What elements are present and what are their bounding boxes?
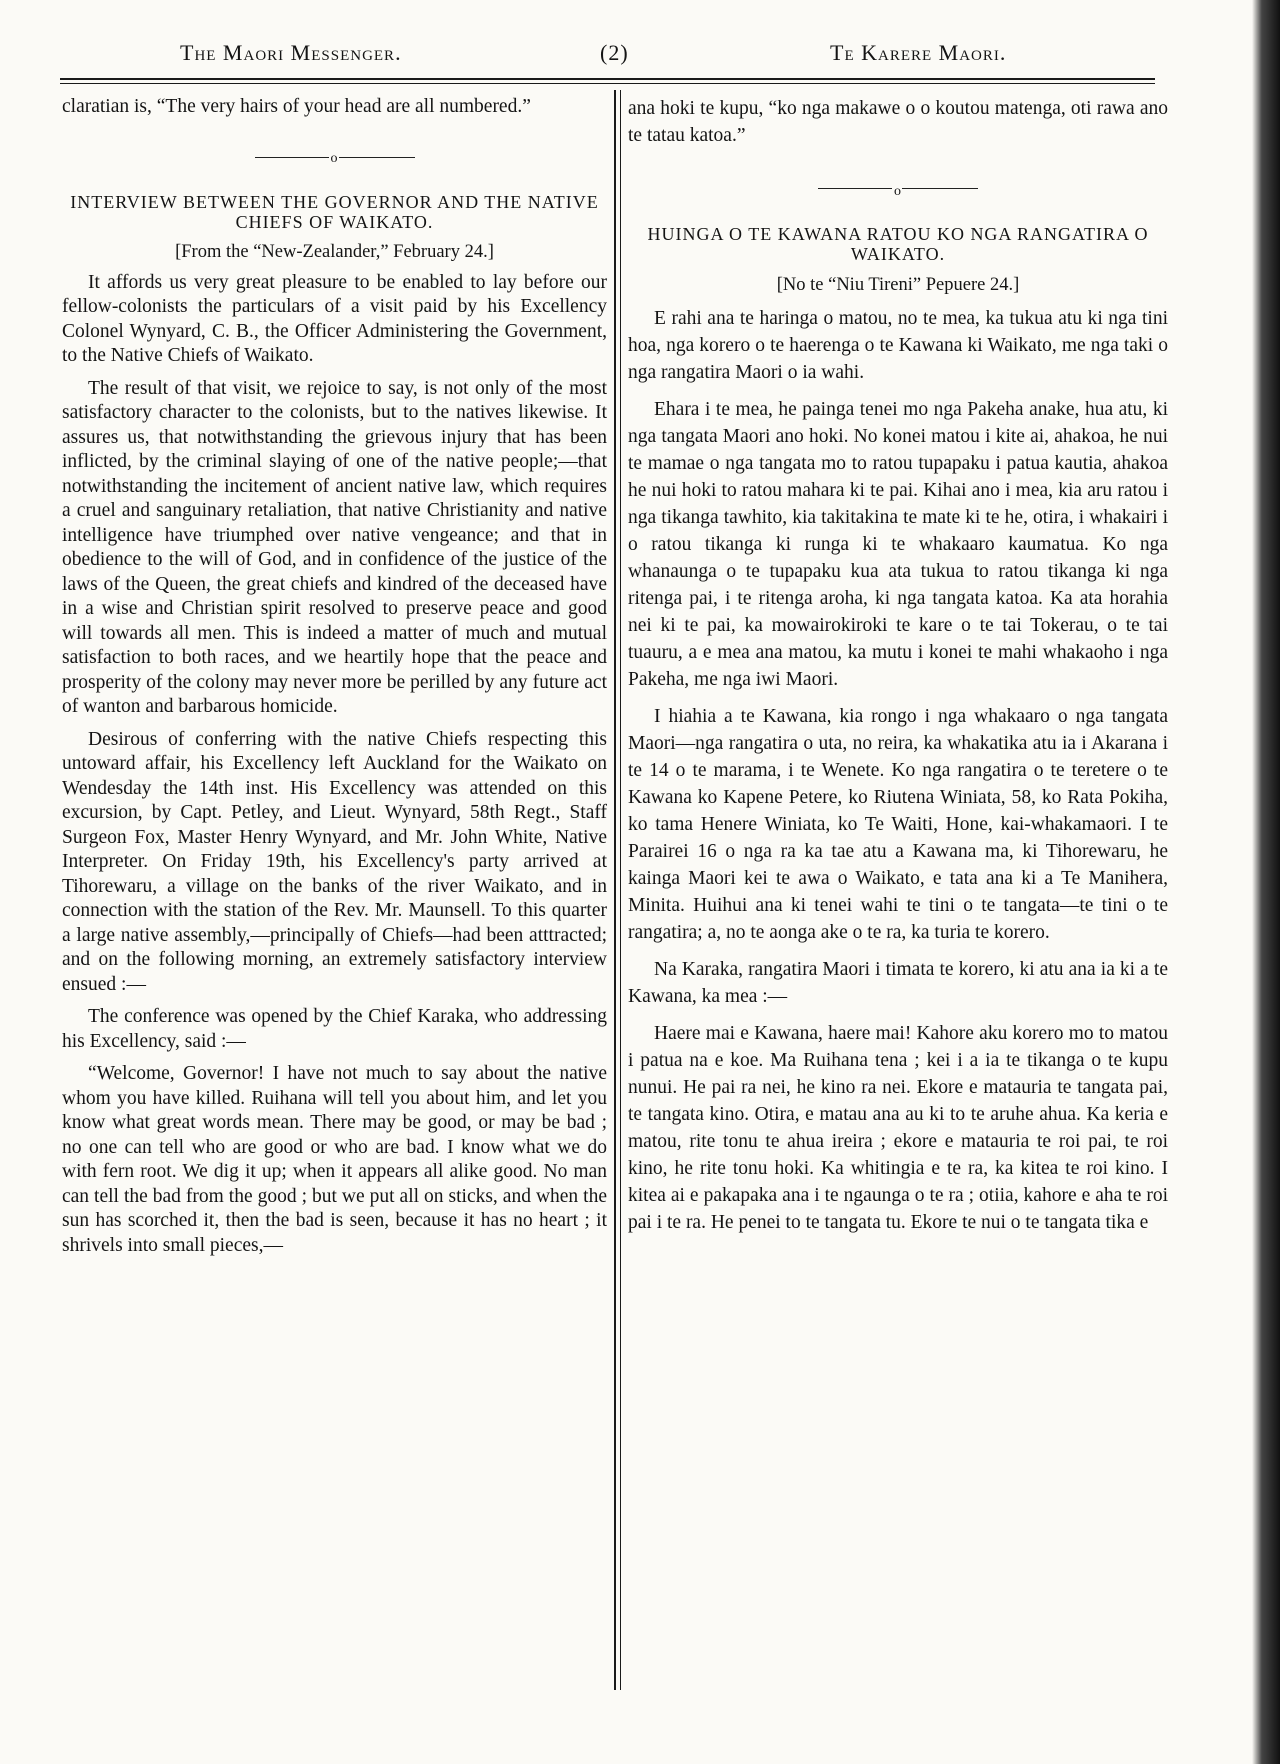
maori-paragraph: Na Karaka, rangatira Maori i timata te korero, ki atu ana ia ki a te Kawana, ka mea :— (628, 959, 1168, 1007)
page-header (60, 40, 1160, 76)
column-separator (614, 90, 616, 1690)
english-column (62, 95, 607, 1266)
english-headline: INTERVIEW BETWEEN THE GOVERNOR AND THE NATIVE CHIEFS OF WAIKATO. (70, 192, 599, 232)
english-intro-quote: claratian is, “The very hairs of your head are all numbered.” (62, 96, 531, 117)
header-rule-thick (60, 78, 1155, 80)
english-paragraph: The result of that visit, we rejoice to say, is not only of the most satisfactory character to the colonists, but to the natives likewise. It assures us, that notwithstanding the grievous injury that has been inflicted, by the criminal slaying of one of the native people;—that notwithstanding the incitement of ancient native law, which requires a cruel and sanguinary retaliation, that native Christianity and native intelligence have triumphed over native vengeance; and that in obedience to the will of God, and in confidence of the justice of the laws of the Queen, the great chiefs and kindred of the deceased have in a wise and Christian spirit resolved to preserve peace and good will towards all men. This is indeed a matter of much and mutual satisfaction to both races, and we heartily hope that the peace and prosperity of the colony may never more be perilled by any future act of wanton and barbarous homicide. (62, 377, 607, 717)
maori-column (628, 95, 1168, 1246)
maori-paragraph: E rahi ana te haringa o matou, no te mea, ka tukua atu ki nga tini hoa, nga korero o te haerenga o te Kawana ki Waikato, me nga taki o nga rangatira Maori o ia wahi. (628, 308, 1168, 383)
maori-paragraph: I hiahia a te Kawana, kia rongo i nga whakaaro o nga tangata Maori—nga rangatira o uta, no reira, ka whakatika atu ia i Akarana i te 14 o te marama, i te Wenete. Ko nga rangatira o te teretere o te Kawana ko Kapene Petere, ko Riutena Winiata, 58, ko Rata Pokiha, ko tama Henere Winiata, ko Te Waiti, Hone, kai-whakamaori. I te Parairei 16 o nga ra ka tae atu a Kawana ma, ki Tihorewaru, he kainga Maori kei te awa o Waikato, e tata ana ki a Te Manihera, Minita. Huihui ana ki tenei wahi te tini o te tangata—te tini o te rangatira; a, no te aonga ake o te ra, ka turia te korero. (628, 706, 1168, 943)
english-paragraph: The conference was opened by the Chief Karaka, who addressing his Excellency, said :— (62, 1006, 607, 1052)
maori-headline: HUINGA O TE KAWANA RATOU KO NGA RANGATIRA O WAIKATO. (647, 224, 1149, 264)
column-separator-inner (620, 90, 621, 1690)
english-paragraph: It affords us very great pleasure to be enabled to lay before our fellow-colonists the particulars of a visit paid by his Excellency Colonel Wynyard, C. B., the Officer Administering the Government, to the Native Chiefs of Waikato. (62, 271, 607, 366)
english-masthead: The Maori Messenger. (180, 40, 402, 65)
section-divider (628, 175, 1168, 202)
page-number: (2) (600, 40, 629, 65)
maori-source: [No te “Niu Tireni” Pepuere 24.] (776, 275, 1020, 295)
english-paragraph: Desirous of conferring with the native Chiefs respecting this untoward affair, his Excellency left Auckland for the Waikato on Wendesday the 14th inst. His Excellency was attended on this excursion, by Capt. Petley, and Lieut. Wynyard, 58th Regt., Staff Surgeon Fox, Master Henry Wynyard, and Mr. John White, Native Interpreter. On Friday 19th, his Excellency's party arrived at Tihorewaru, a village on the banks of the river Waikato, and in connection with the station of the Rev. Mr. Maunsell. To this quarter a large native assembly,—principally of Chiefs—had been atttracted; and on the following morning, an extremely satisfactory interview ensued :— (62, 728, 607, 995)
section-divider (62, 146, 607, 171)
english-paragraph: “Welcome, Governor! I have not much to say about the native whom you have killed. Ruihana will tell you about him, and let you know what great words mean. There may be good, or may be bad ; no one can tell who are good or who are bad. I know what we do with fern root. We dig it up; when it appears all alike good. No man can tell the bad from the good ; but we put all on sticks, and when the sun has scorched it, then the bad is seen, because it has no heart ; it shrivels into small pieces,— (62, 1063, 607, 1256)
maori-paragraph: Ehara i te mea, he painga tenei mo nga Pakeha anake, hua atu, ki nga tangata Maori ano hoki. No konei matou i kite ai, ahakoa, he nui te mamae o nga tangata mo to ratou tupapaku i patua kautia, ahakoa he nui hoki to ratou mahara ki te pai. Kihai ano i mea, kia aru ratou i nga tikanga tawhito, kia takitakina te mate ki te he, otira, i whakairi i o ratou tikanga ki runga ki te whakaaro kaumatua. Ko nga whanaunga o te tupapaku kua ata tukua to ratou tikanga ki nga ritenga pai, i te ritenga aroha, ki nga tangata katoa. Ka ata horahia nei ki te pai, ka mowairokiroki te kare o te tai Tokerau, o te tai tuauru, a e mea ana matou, ka mutu i konei te mahi whakaoho i nga Pakeha, me nga iwi Maori. (628, 399, 1168, 690)
header-rule-thin (60, 83, 1155, 84)
maori-paragraph: Haere mai e Kawana, haere mai! Kahore aku korero mo to matou i patua na e koe. Ma Ruihana tena ; kei i a ia te tikanga o te kupu nunui. He pai ra nei, he kino ra nei. Ekore e matauria te tangata pai, te tangata kino. Otira, e matau ana au ki to te aruhe ahua. Ka keria e matou, rite tonu te ahua ireira ; ekore e matauria te roi pai, te roi kino, he rite tonu hoki. Ka whitingia e te ra, ka kitea te roi kino. I kitea ai e pakapaka ana i te ngaunga o te ra ; otiia, kahore e aha te roi pai i te ra. He penei to te tangata tu. Ekore te nui o te tangata tika e (628, 1023, 1168, 1233)
english-source: [From the “New-Zealander,” February 24.] (175, 242, 494, 262)
maori-masthead: Te Karere Maori. (830, 40, 1007, 65)
maori-intro-quote: ana hoki te kupu, “ko nga makawe o o koutou matenga, oti rawa ano te tatau katoa.” (628, 98, 1168, 146)
page-binding-edge (1252, 0, 1280, 1764)
